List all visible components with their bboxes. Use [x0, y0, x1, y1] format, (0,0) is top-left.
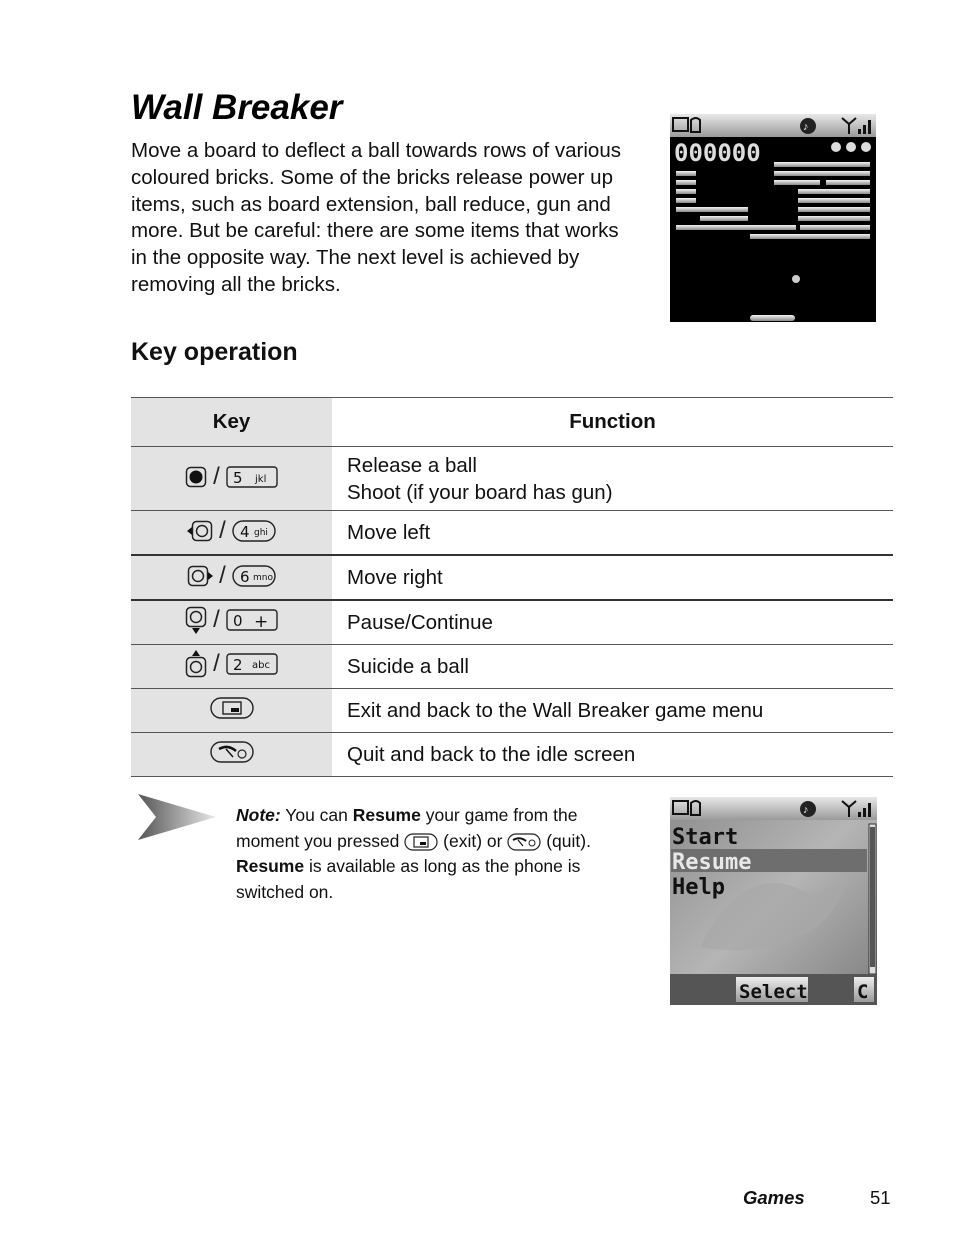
key-0-plus-icon: [226, 609, 278, 631]
intro-line: Move a board to deflect a ball towards rows of various: [131, 139, 621, 162]
menu-item-help[interactable]: Help: [672, 875, 725, 900]
paddle: [750, 315, 795, 321]
key-separator: /: [213, 649, 220, 677]
svg-text:♪: ♪: [803, 121, 809, 133]
function-text: Pause/Continue: [347, 611, 493, 634]
function-text: Move left: [347, 521, 431, 544]
score-display: 000000: [674, 139, 761, 167]
intro-line: coloured bricks. Some of the bricks release power up: [131, 165, 613, 189]
note-label: Note:: [236, 805, 281, 825]
svg-text:abc: abc: [251, 659, 270, 671]
nav-up-icon: [185, 650, 207, 678]
key-column-header: Key: [131, 398, 332, 447]
table-row: [131, 645, 893, 689]
function-cell: [332, 600, 893, 645]
intro-line: more. But be careful: there are some items that works: [131, 219, 619, 243]
key-operation-table: [131, 397, 893, 777]
svg-text:2: 2: [232, 655, 243, 674]
key-cell: [131, 511, 332, 556]
ball: [792, 275, 800, 283]
status-bar: [670, 797, 877, 820]
function-text: Exit and back to the Wall Breaker game menu: [347, 699, 764, 722]
key-separator: /: [219, 517, 226, 544]
svg-text:mno: mno: [252, 573, 273, 583]
function-cell: [332, 511, 893, 556]
table-row: [131, 733, 893, 777]
scrollbar[interactable]: [869, 824, 876, 974]
key-2-abc-icon: [226, 653, 278, 675]
key-separator: /: [213, 605, 220, 633]
function-text: Move right: [347, 566, 443, 589]
note-text: is available as long as the phone is: [308, 856, 581, 876]
table-row: [131, 511, 893, 556]
function-text: Suicide a ball: [347, 655, 469, 678]
function-text: Release a ball: [347, 453, 477, 477]
note-text: switched on.: [236, 881, 334, 902]
intro-line: removing all the bricks.: [131, 272, 341, 296]
key-4-ghi-icon: [232, 520, 276, 542]
table-header-row: [131, 398, 893, 447]
note-resume-term: Resume: [236, 856, 305, 876]
key-cell: [131, 689, 332, 733]
intro-paragraph: [131, 138, 651, 299]
game-screen-graphic: [670, 114, 876, 322]
menu-key-icon: [210, 697, 254, 719]
note-text: (quit).: [546, 830, 591, 851]
page-number: 51: [870, 1187, 891, 1208]
note-resume-term: Resume: [352, 805, 421, 825]
nav-left-icon: [187, 520, 213, 542]
nav-right-icon: [187, 565, 213, 587]
lives-indicator: [831, 142, 871, 152]
end-call-key-icon: [507, 833, 541, 851]
menu-item-resume[interactable]: Resume: [672, 850, 752, 875]
key-5-jkl-icon: [226, 466, 278, 488]
intro-line: in the opposite way. The next level is achieved by: [131, 246, 580, 270]
clear-softkey-label: C: [857, 981, 869, 1003]
table-row: [131, 689, 893, 733]
key-separator: /: [213, 463, 220, 490]
svg-text:ghi: ghi: [253, 528, 268, 538]
key-cell: [131, 447, 332, 511]
intro-line: items, such as board extension, ball reduce, gun and: [131, 192, 611, 216]
note-paragraph: [236, 803, 646, 905]
footer-section-name: Games: [743, 1187, 805, 1208]
key-cell: [131, 645, 332, 689]
key-separator: /: [219, 562, 226, 589]
page-title: Wall Breaker: [131, 88, 343, 127]
note-text: moment you pressed: [236, 830, 400, 851]
game-screenshot: [670, 114, 876, 322]
end-call-key-icon: [210, 741, 254, 763]
table-row: [131, 555, 893, 600]
key-cell: [131, 733, 332, 777]
menu-screenshot: [670, 797, 877, 1005]
table-row: [131, 600, 893, 645]
key-6-mno-icon: [232, 565, 276, 587]
svg-text:5: 5: [232, 469, 243, 487]
function-text: Quit and back to the idle screen: [347, 743, 636, 766]
svg-text:4: 4: [239, 523, 250, 541]
key-cell: [131, 555, 332, 600]
menu-screen-graphic: [670, 797, 877, 1005]
nav-center-icon: [185, 466, 207, 488]
svg-text:6: 6: [239, 568, 250, 586]
nav-down-icon: [185, 606, 207, 634]
function-cell: [332, 645, 893, 689]
svg-text:+: +: [253, 611, 269, 631]
svg-text:jkl: jkl: [254, 474, 267, 485]
note-text: your game from the: [425, 805, 578, 825]
menu-key-icon: [404, 833, 438, 851]
note-arrow-icon: [138, 792, 216, 842]
select-softkey-label: Select: [739, 981, 808, 1003]
function-cell: [332, 689, 893, 733]
svg-text:0: 0: [232, 611, 243, 630]
note-text: (exit) or: [443, 830, 503, 851]
note-text: You can: [285, 805, 348, 825]
function-cell: [332, 733, 893, 777]
svg-text:♪: ♪: [803, 804, 809, 816]
function-cell: [332, 447, 893, 511]
function-column-header: Function: [332, 398, 893, 447]
brick-rows: [676, 162, 870, 239]
function-text: Shoot (if your board has gun): [347, 480, 613, 504]
table-row: [131, 447, 893, 511]
key-operation-heading: Key operation: [131, 338, 298, 366]
menu-item-start[interactable]: Start: [672, 825, 739, 850]
function-cell: [332, 555, 893, 600]
key-cell: [131, 600, 332, 645]
